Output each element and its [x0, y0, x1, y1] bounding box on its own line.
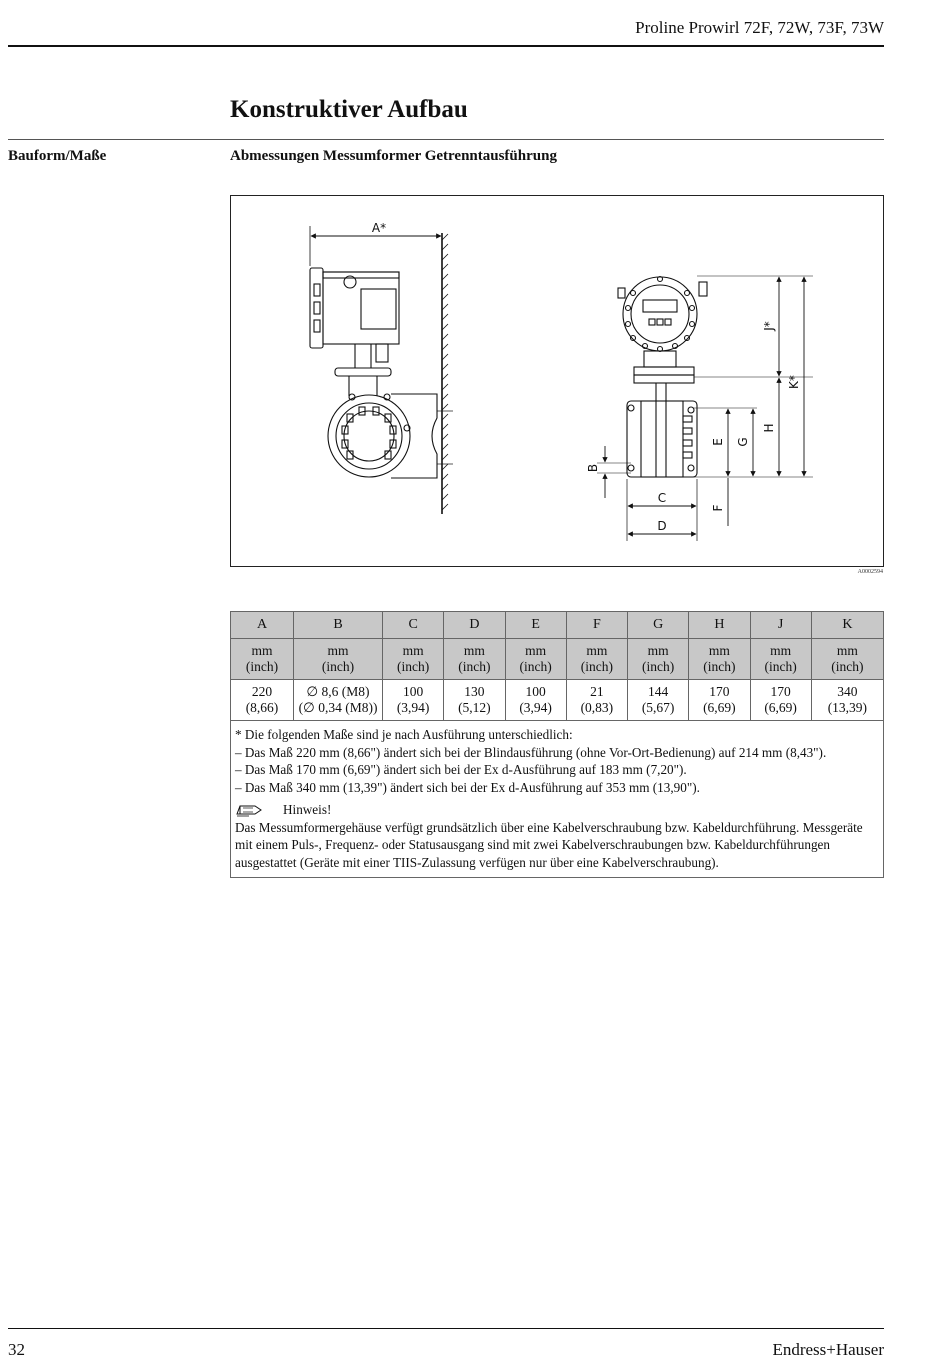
note-line: – Das Maß 170 mm (6,69") ändert sich bei der Ex d-Ausführung auf 183 mm (7,20"). — [235, 762, 687, 777]
dimensions-table — [230, 611, 884, 878]
table-cell: 130 (5,12) — [444, 680, 505, 721]
pencil-note-icon — [235, 803, 263, 817]
col-header: A — [231, 612, 294, 639]
notes-cell — [231, 721, 884, 878]
table-cell: ∅ 8,6 (M8) (∅ 0,34 (M8)) — [294, 680, 383, 721]
col-header: G — [628, 612, 689, 639]
front-view — [586, 276, 813, 541]
notes-row — [231, 721, 884, 878]
note-line: – Das Maß 220 mm (8,66") ändert sich bei der Blindausführung (ohne Vor-Ort-Bedienung) auf 214 mm (8,43"). — [235, 744, 827, 760]
col-header: E — [505, 612, 566, 639]
footer-rule — [8, 1328, 884, 1329]
table-cell: 170 (6,69) — [689, 680, 750, 721]
label-c: C — [657, 491, 667, 505]
side-view — [310, 221, 453, 514]
section-title: Konstruktiver Aufbau — [230, 96, 468, 123]
col-header: J — [750, 612, 811, 639]
label-d: D — [657, 519, 667, 533]
table-cell: 340 (13,39) — [811, 680, 883, 721]
section-rule — [8, 139, 884, 140]
dimension-drawing — [230, 195, 884, 567]
label-j: J* — [762, 321, 776, 331]
note-line: – Das Maß 340 mm (13,39") ändert sich bei der Ex d-Ausführung auf 353 mm (13,90"). — [235, 779, 700, 795]
footer-brand: Endress+Hauser — [772, 1340, 884, 1359]
label-b: B — [586, 463, 600, 473]
unit-header: mm (inch) — [689, 639, 750, 680]
col-header: K — [811, 612, 883, 639]
unit-header: mm (inch) — [383, 639, 444, 680]
col-header: F — [566, 612, 627, 639]
label-f: F — [711, 504, 725, 512]
label-a: A* — [371, 221, 387, 235]
sub-title: Abmessungen Messumformer Getrenntausführung — [230, 148, 557, 164]
label-e: E — [711, 438, 725, 446]
note-line: * Die folgenden Maße sind je nach Ausführung unterschiedlich: — [235, 727, 573, 742]
unit-header: mm (inch) — [811, 639, 883, 680]
table-row — [231, 680, 884, 721]
table-cell: 100 (3,94) — [383, 680, 444, 721]
unit-header: mm (inch) — [231, 639, 294, 680]
table-cell: 170 (6,69) — [750, 680, 811, 721]
page-number: 32 — [8, 1340, 25, 1359]
col-header: C — [383, 612, 444, 639]
unit-header: mm (inch) — [750, 639, 811, 680]
col-header: H — [689, 612, 750, 639]
table-cell: 21 (0,83) — [566, 680, 627, 721]
hint-title: Hinweis! — [283, 802, 332, 817]
unit-header: mm (inch) — [628, 639, 689, 680]
table-header-letters — [231, 612, 884, 639]
header-title: Proline Prowirl 72F, 72W, 73F, 73W — [635, 18, 884, 37]
hint-heading — [235, 801, 879, 819]
table-cell: 220 (8,66) — [231, 680, 294, 721]
label-g: G — [736, 437, 750, 447]
table-cell: 100 (3,94) — [505, 680, 566, 721]
table-cell: 144 (5,67) — [628, 680, 689, 721]
header-rule — [8, 45, 884, 47]
table-header-units — [231, 639, 884, 680]
label-h: H — [762, 423, 776, 433]
figure-code: A0002594 — [857, 569, 883, 575]
unit-header: mm (inch) — [566, 639, 627, 680]
col-header: D — [444, 612, 505, 639]
label-k: K* — [787, 375, 801, 389]
unit-header: mm (inch) — [444, 639, 505, 680]
unit-header: mm (inch) — [505, 639, 566, 680]
col-header: B — [294, 612, 383, 639]
side-label: Bauform/Maße — [8, 148, 107, 164]
unit-header: mm (inch) — [294, 639, 383, 680]
hint-text: Das Messumformergehäuse verfügt grundsätzlich über eine Kabelverschraubung bzw. Kabeldurchführung. Messgeräte mit einem Puls-, Frequenz- oder Statusausgang sind mit zwei Kabelverschraubungen bzw. Kabeldurchführungen ausgestattet (Geräte mit einer TIIS-Zulassung verfügen nur über eine Kabelverschraubung). — [235, 819, 863, 870]
